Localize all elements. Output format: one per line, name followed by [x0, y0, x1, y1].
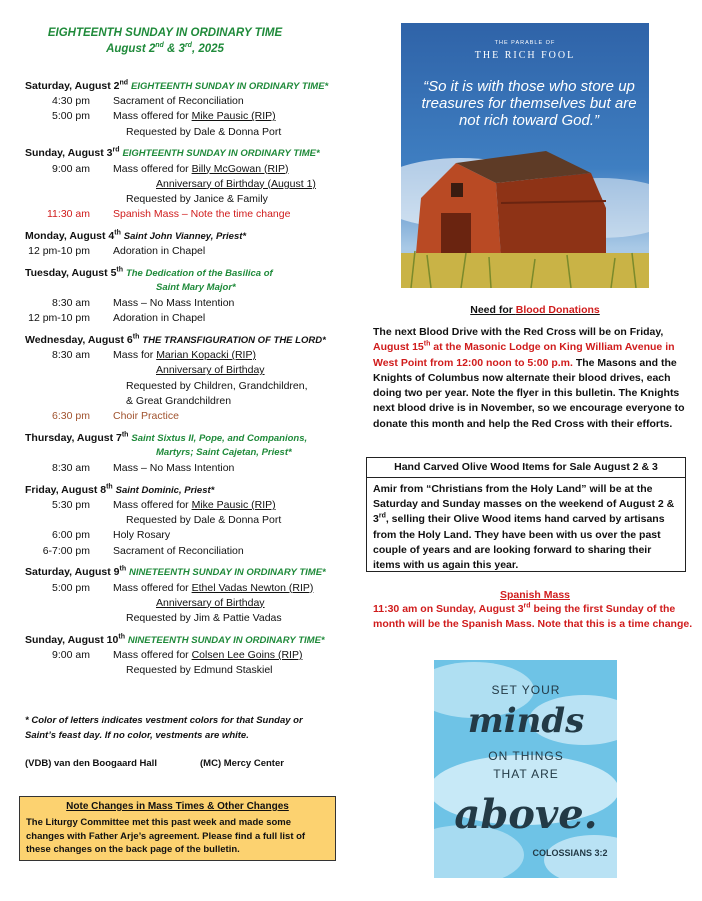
- entry-description: Adoration in Chapel: [113, 312, 206, 325]
- legend-mc: (MC) Mercy Center: [200, 758, 284, 769]
- entry-description: Mass offered for Mike Pausic (RIP): [113, 110, 276, 123]
- entry-time: 6-7:00 pm: [42, 544, 90, 557]
- entry-time: 8:30 am: [52, 297, 90, 310]
- feast-name: EIGHTEENTH SUNDAY IN ORDINARY TIME*: [131, 81, 329, 92]
- feast-name-continued: Saint Mary Major*: [156, 281, 236, 293]
- mass-intention-name: Colsen Lee Goins (RIP): [191, 648, 303, 661]
- olive-wood-body: Amir from “Christians from the Holy Land” will be at the Saturday and Sunday masses on the weekend of August 2 & 3rd, selling their Olive Wood items hand carved by artisans from the Holy Land. They have been with us over the past couple of years and are looking forward to sharing their items with us again this year.: [373, 483, 675, 572]
- entry-description: Adoration in Chapel: [113, 245, 206, 257]
- requested-by: Requested by Jim & Pattie Vadas: [126, 611, 282, 624]
- entry-time: 12 pm-10 pm: [28, 312, 90, 325]
- rich-fool-poster: [401, 23, 649, 288]
- entry-description: Choir Practice: [113, 410, 179, 422]
- vestment-footnote: * Color of letters indicates vestment colors for that Sunday or Saint’s feast day. If no color, vestments are white.: [25, 715, 303, 741]
- entry-description: Spanish Mass – Note the time change: [113, 208, 291, 221]
- schedule-day-heading: Saturday, August 2nd EIGHTEENTH SUNDAY IN ORDINARY TIME*: [25, 79, 329, 92]
- entry-description: Mass offered for Colsen Lee Goins (RIP): [113, 648, 303, 661]
- schedule-day-heading: Saturday, August 9th NINETEENTH SUNDAY IN ORDINARY TIME*: [25, 565, 326, 579]
- requested-by: & Great Grandchildren: [126, 394, 232, 407]
- feast-name-continued: Martyrs; Saint Cajetan, Priest*: [156, 446, 292, 458]
- entry-time: 11:30 am: [47, 208, 90, 221]
- intention-occasion: Anniversary of Birthday: [156, 364, 265, 377]
- entry-description: Sacrament of Reconciliation: [113, 95, 244, 108]
- spanish-mass-title: Spanish Mass: [499, 589, 571, 601]
- changes-notice-body: The Liturgy Committee met this past week and made some changes with Father Arje’s agreement. Please find a full list of these changes on the back page of the bulletin.: [26, 817, 306, 855]
- schedule-day-heading: Thursday, August 7th Saint Sixtus II, Pope, and Companions,: [25, 431, 308, 444]
- blood-donation-body: The next Blood Drive with the Red Cross will be on Friday, August 15th at the Masonic Lodge on King William Avenue in West Point from 12:00 noon to 5:00 p.m. The Masons and the Knights of Columbus now alternate their blood drives, each doing two per year. Note the flyer in this bulletin. The Knights next blood drive is in November, so we encourage everyone to donate this month and help the Red Cross with their efforts.: [373, 326, 685, 430]
- poster2-ref: COLOSSIANS 3:2: [532, 848, 608, 858]
- entry-time: 5:00 pm: [52, 581, 90, 594]
- entry-time: 6:30 pm: [52, 410, 90, 422]
- poster2-line1: SET YOUR: [491, 683, 561, 697]
- schedule-day-heading: Friday, August 8th Saint Dominic, Priest*: [25, 483, 215, 496]
- schedule-day-heading: Sunday, August 10th NINETEENTH SUNDAY IN ORDINARY TIME*: [25, 633, 325, 646]
- feast-name: EIGHTEENTH SUNDAY IN ORDINARY TIME*: [122, 148, 320, 160]
- page-date: August 2nd & 3rd, 2025: [106, 42, 224, 55]
- entry-time: 8:30 am: [52, 462, 90, 475]
- poster1-kicker: THE PARABLE OF: [494, 40, 556, 46]
- entry-time: 6:00 pm: [52, 529, 90, 542]
- entry-time: 12 pm-10 pm: [28, 245, 90, 257]
- olive-wood-title: Hand Carved Olive Wood Items for Sale August 2 & 3: [394, 461, 658, 473]
- entry-description: Mass offered for Billy McGowan (RIP): [113, 162, 289, 175]
- poster2-line5: above.: [454, 791, 598, 838]
- schedule-day-heading: Monday, August 4th Saint John Vianney, Priest*: [25, 229, 247, 242]
- entry-time: 8:30 am: [52, 349, 90, 362]
- intention-occasion: Anniversary of Birthday: [156, 596, 265, 609]
- feast-name: NINETEENTH SUNDAY IN ORDINARY TIME*: [129, 567, 326, 579]
- intention-occasion: Anniversary of Birthday (August 1): [156, 177, 316, 190]
- entry-description: Sacrament of Reconciliation: [113, 544, 244, 557]
- mass-intention-name: Mike Pausic (RIP): [191, 110, 276, 123]
- feast-name: Saint Dominic, Priest*: [115, 484, 215, 496]
- requested-by: Requested by Janice & Family: [126, 192, 268, 205]
- changes-notice-box: [19, 796, 336, 861]
- entry-description: Holy Rosary: [113, 529, 171, 542]
- poster2-line4: THAT ARE: [493, 767, 559, 781]
- entry-description: Mass – No Mass Intention: [113, 297, 235, 310]
- requested-by: Requested by Dale & Donna Port: [126, 125, 282, 138]
- olive-wood-box: [366, 457, 686, 572]
- poster2-line3: ON THINGS: [488, 749, 564, 763]
- entry-time: 4:30 pm: [52, 95, 90, 108]
- blood-donation-title: Need for Blood Donations: [470, 304, 600, 316]
- mass-intention-name: Billy McGowan (RIP): [191, 162, 289, 175]
- poster1-quote: “So it is with those who store up treasures for themselves but are not rich toward God.”: [421, 78, 637, 129]
- schedule-day-heading: Tuesday, August 5th The Dedication of the Basilica of: [25, 266, 273, 279]
- entry-time: 5:30 pm: [52, 499, 90, 511]
- legend-vdb: (VDB) van den Boogaard Hall: [25, 758, 157, 769]
- entry-time: 9:00 am: [52, 162, 90, 175]
- entry-description: Mass offered for Ethel Vadas Newton (RIP): [113, 581, 314, 594]
- feast-name: Saint John Vianney, Priest*: [123, 230, 247, 242]
- mass-intention-name: Ethel Vadas Newton (RIP): [191, 581, 314, 594]
- poster1-title: THE RICH FOOL: [474, 50, 576, 61]
- feast-name: NINETEENTH SUNDAY IN ORDINARY TIME*: [127, 634, 325, 646]
- page-title: EIGHTEENTH SUNDAY IN ORDINARY TIME: [47, 27, 283, 39]
- entry-time: 9:00 am: [52, 648, 90, 661]
- entry-description: Mass for Marian Kopacki (RIP): [113, 349, 256, 362]
- poster2-line2: minds: [467, 701, 585, 741]
- mass-intention-name: Mike Pausic (RIP): [191, 499, 276, 511]
- entry-time: 5:00 pm: [52, 110, 90, 123]
- entry-description: Mass – No Mass Intention: [113, 462, 235, 475]
- changes-notice-title: Note Changes in Mass Times & Other Changes: [66, 801, 289, 812]
- requested-by: Requested by Dale & Donna Port: [126, 514, 282, 527]
- entry-description: Mass offered for Mike Pausic (RIP): [113, 499, 276, 511]
- schedule-day-heading: Wednesday, August 6th THE TRANSFIGURATION OF THE LORD*: [25, 333, 326, 346]
- olive-wood-divider: [367, 477, 685, 478]
- schedule-day-heading: Sunday, August 3rd EIGHTEENTH SUNDAY IN ORDINARY TIME*: [25, 146, 320, 160]
- spanish-mass-body: 11:30 am on Sunday, August 3rd being the first Sunday of the month will be the Spanish Mass. Note that this is a time change.: [373, 602, 693, 631]
- mass-intention-name: Marian Kopacki (RIP): [156, 349, 256, 362]
- requested-by: Requested by Children, Grandchildren,: [126, 379, 308, 392]
- requested-by: Requested by Edmund Staskiel: [126, 664, 273, 676]
- feast-name: THE TRANSFIGURATION OF THE LORD*: [142, 335, 326, 346]
- set-your-minds-poster: [434, 660, 617, 878]
- feast-name: Saint Sixtus II, Pope, and Companions,: [131, 432, 308, 444]
- feast-name: The Dedication of the Basilica of: [125, 267, 273, 279]
